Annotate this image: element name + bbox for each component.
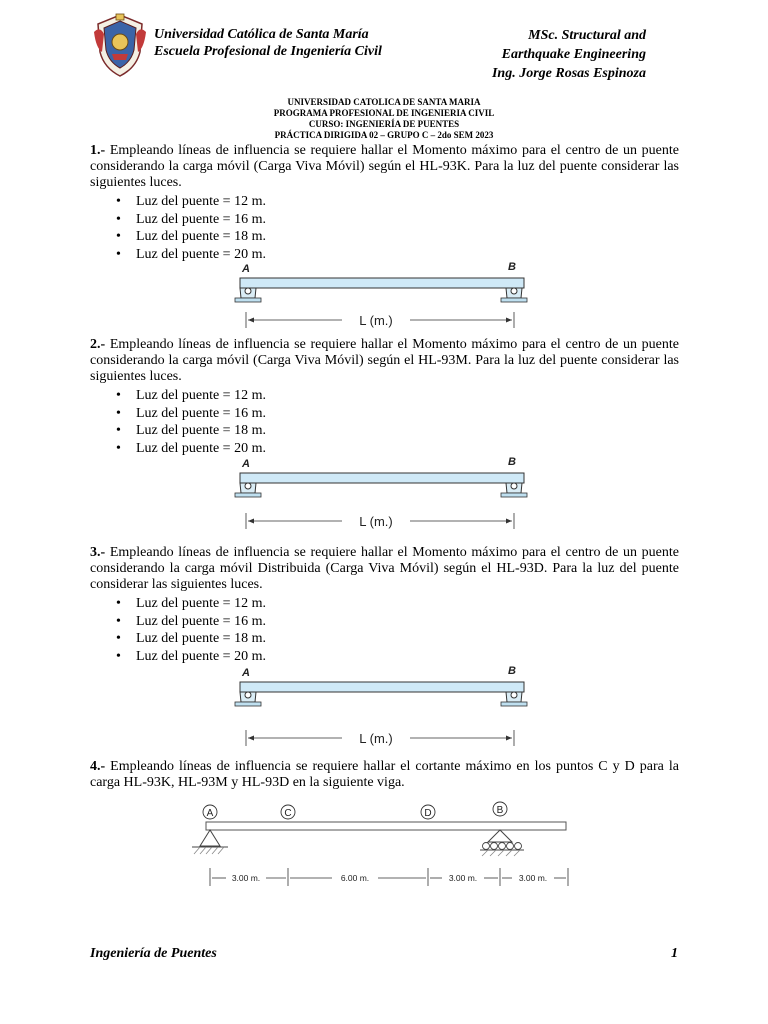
support-b-label: B [508,261,516,273]
title-program: PROGRAMA PROFESIONAL DE INGENIERIA CIVIL [273,108,495,118]
problem-4-statement [90,759,679,791]
header-degree-2: Earthquake Engineering [501,47,646,62]
problem-4-number: 4.- [90,759,106,774]
dim-label: 3.00 m. [231,873,261,883]
dim-label: 3.00 m. [518,873,548,883]
header-institution [154,26,382,60]
problem-2-number: 2.- [90,337,106,352]
pin-support-a [200,830,220,846]
problem-1-text: Empleando líneas de influencia se requiere hallar el Momento máximo para el centro de un puente considerando la carga móvil (Carga Viva Móvil) según el HL-93K. Para la luz del puente considerar las siguientes luces. [90,143,679,190]
beam-member [240,473,524,483]
dim-label: 6.00 m. [340,873,370,883]
point-b-label: B [496,805,504,816]
header-professor: Ing. Jorge Rosas Espinoza [491,66,646,81]
support-a-label: A [242,458,250,470]
problem-1-statement [90,143,679,191]
title-university: UNIVERSIDAD CATOLICA DE SANTA MARIA [287,97,481,107]
span-label: L (m.) [359,313,393,328]
footer-course: Ingeniería de Puentes [90,946,217,961]
luz-item: • Luz del puente = 16 m. [116,405,266,423]
header-degree-1: MSc. Structural and [528,28,646,43]
luz-item: • Luz del puente = 16 m. [116,211,266,229]
point-a-label: A [206,808,214,819]
support-a-label: A [242,667,250,679]
beam-diagram-2 [232,455,532,538]
title-block [0,97,768,141]
problem-3-luces [116,595,266,665]
support-a-label: A [242,263,250,275]
header-school: Escuela Profesional de Ingeniería Civil [154,44,382,59]
header-author [492,26,646,83]
luz-item: • Luz del puente = 12 m. [116,595,266,613]
beam-diagram-4 [188,800,580,891]
problem-2-text: Empleando líneas de influencia se requiere hallar el Momento máximo para el centro de un puente considerando la carga móvil (Carga Viva Móvil) según el HL-93M. Para la luz del puente considerar las siguientes luces. [90,337,679,384]
problem-2-luces [116,387,266,457]
span-label: L (m.) [359,514,393,529]
title-course: CURSO: INGENIERÍA DE PUENTES [308,119,460,129]
luz-item: • Luz del puente = 20 m. [116,440,266,458]
beam-member [240,682,524,692]
problem-1-number: 1.- [90,143,106,158]
problem-4-text: Empleando líneas de influencia se requiere hallar el cortante máximo en los puntos C y D para la carga HL-93K, HL-93M y HL-93D en la siguiente viga. [90,759,679,790]
luz-item: • Luz del puente = 18 m. [116,630,266,648]
luz-item: • Luz del puente = 20 m. [116,648,266,666]
beam-4-member [206,822,566,830]
dim-label: 3.00 m. [448,873,478,883]
problem-1-luces [116,193,266,263]
luz-item: • Luz del puente = 12 m. [116,193,266,211]
support-b-label: B [508,456,516,468]
point-d-label: D [424,808,432,819]
beam-diagram-3 [232,664,532,755]
point-c-label: C [284,808,292,819]
problem-3-text: Empleando líneas de influencia se requiere hallar el Momento máximo para el centro de un puente considerando la carga móvil Distribuida (Carga Viva Móvil) según el HL-93D. Para la luz del puente considerar las siguientes luces. [90,545,679,592]
span-label: L (m.) [359,731,393,746]
problem-3-number: 3.- [90,545,106,560]
roller-support-b [488,830,512,842]
luz-item: • Luz del puente = 18 m. [116,422,266,440]
beam-member [240,278,524,288]
beam-diagram-1 [232,260,532,337]
support-b-label: B [508,665,516,677]
page-number: 1 [671,946,678,961]
luz-item: • Luz del puente = 20 m. [116,246,266,264]
luz-item: • Luz del puente = 12 m. [116,387,266,405]
problem-3-statement [90,545,679,593]
problem-2-statement [90,337,679,385]
title-practice: PRÁCTICA DIRIGIDA 02 – GRUPO C – 2do SEM 2023 [274,130,494,140]
luz-item: • Luz del puente = 16 m. [116,613,266,631]
luz-item: • Luz del puente = 18 m. [116,228,266,246]
header-university: Universidad Católica de Santa María [154,27,369,42]
university-seal [92,12,148,80]
